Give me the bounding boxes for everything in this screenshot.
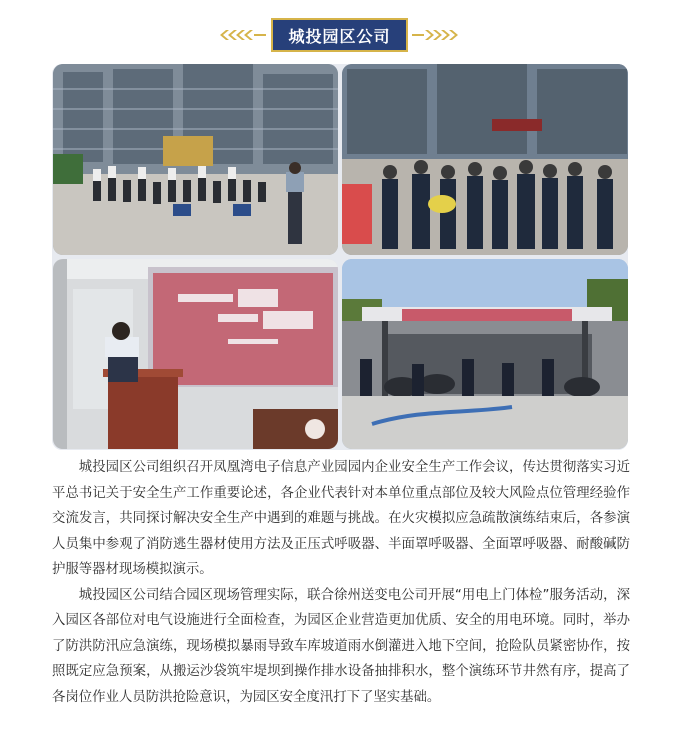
article-body <box>52 455 630 710</box>
group-meeting-outdoor-photo <box>53 64 338 255</box>
equipment-demonstration-photo <box>342 64 628 255</box>
article-paragraph: 城投园区公司结合园区现场管理实际，联合徐州送变电公司开展“用电上门体检”服务活动，深入园区各部位对电气设施进行全面检查，为园区企业营造更加优质、安全的用电环境。同时，举办了防洪防汛应急演练，现场模拟暴雨导致车库坡道雨水倒灌进入地下空间，抢险队员紧密协作，按照既定应急预案，从搬运沙袋筑牢堤坝到操作排水设备抽排积水，整个演练环节井然有序，提高了各岗位作业人员防洪抢险意识，为园区安全度汛打下了坚实基础。 <box>52 587 630 705</box>
page-title: 城投园区公司 <box>271 18 408 52</box>
left-ornament-icon <box>218 28 266 42</box>
article-paragraph: 城投园区公司组织召开凤凰湾电子信息产业园园内企业安全生产工作会议，传达贯彻落实习近平总书记关于安全生产工作重要论述，各企业代表针对本单位重点部位及较大风险点位管理经验作交流发言，共同探讨解决安全生产中遇到的难题与挑战。在火灾模拟应急疏散演练结束后，各参演人员集中参观了消防逃生器材使用方法及正压式呼吸器、半面罩呼吸器、全面罩呼吸器、耐酸碱防护服等器材现场模拟演示。 <box>52 460 630 577</box>
flood-drill-garage-photo <box>342 259 628 449</box>
section-header <box>0 18 679 54</box>
right-ornament-icon <box>412 28 460 42</box>
speech-podium-photo <box>53 259 338 449</box>
